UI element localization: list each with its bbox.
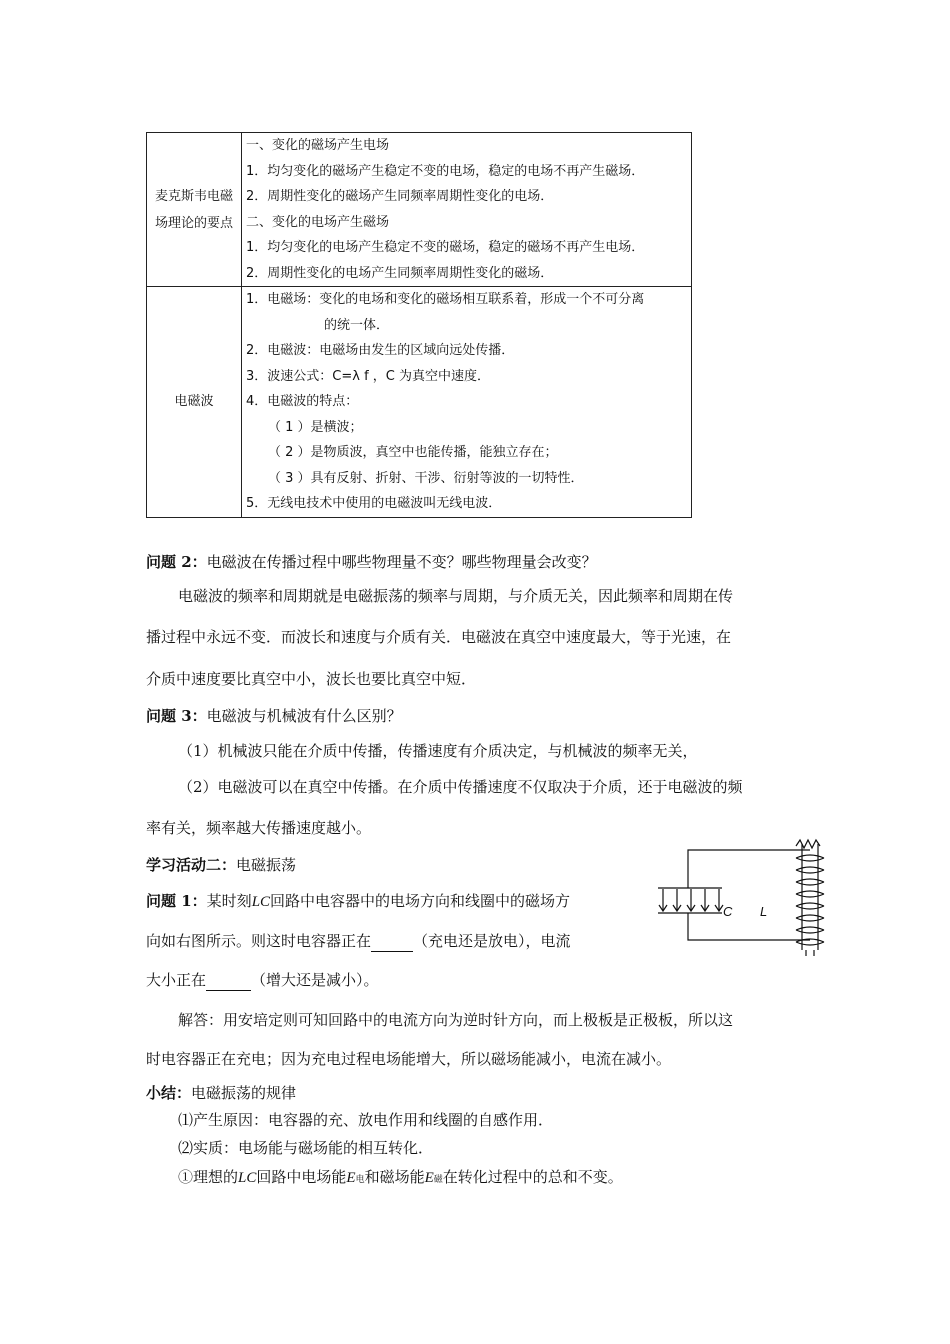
table-line: 3．波速公式：C=λ f ，C 为真空中速度． [246, 368, 490, 384]
question-line: 向如右图所示。则这时电容器正在 （充电还是放电），电流 [146, 932, 571, 950]
table-row [147, 287, 692, 518]
table-line: 1．均匀变化的电场产生稳定不变的磁场，稳定的磁场不再产生电场． [246, 240, 645, 255]
answer-line: 解答：用安培定则可知回路中的电流方向为逆时针方向，而上极板是正极板，所以这 [178, 1011, 734, 1029]
summary-point: ①理想的LC回路中电场能E电和磁场能E磁在转化过程中的总和不变。 [178, 1168, 623, 1186]
table-line: （ 2 ）是物质波，真空中也能传播，能独立存在； [268, 445, 558, 460]
answer-line: 率有关，频率越大传播速度越小。 [146, 819, 372, 837]
wire-bottom [688, 913, 810, 940]
answer-line: 电磁波的频率和周期就是电磁振荡的频率与周期，与介质无关，因此频率和周期在传 [178, 587, 734, 605]
maxwell-summary-table [146, 132, 692, 518]
question-label: 问题 2： [146, 553, 207, 571]
row-label-em-wave: 电磁波 [147, 287, 242, 518]
answer-line: （2）电磁波可以在真空中传播。在介质中传播速度不仅取决于介质，还于电磁波的频 [178, 778, 743, 796]
answer-blank[interactable] [206, 970, 251, 991]
row-content-maxwell [242, 133, 692, 287]
table-line: 1．均匀变化的磁场产生稳定不变的电场，稳定的电场不再产生磁场． [246, 163, 645, 179]
wire-top [688, 850, 810, 888]
question-3: 问题 3：电磁波与机械波有什么区别？ [146, 707, 402, 725]
table-line: 二、变化的电场产生磁场 [246, 214, 390, 230]
table-line: （ 1 ）是横波； [268, 419, 363, 435]
table-line: 5．无线电技术中使用的电磁波叫无线电波． [246, 496, 502, 511]
table-line: 1．电磁场：变化的电场和变化的磁场相互联系着，形成一个不可分离 [246, 292, 645, 307]
table-line: 2．周期性变化的磁场产生同频率周期性变化的电场． [246, 189, 554, 204]
answer-blank[interactable] [371, 931, 413, 952]
summary-point: ⑴产生原因：电容器的充、放电作用和线圈的自感作用． [178, 1111, 554, 1129]
question-label: 问题 1： [146, 892, 207, 910]
answer-line: （1）机械波只能在介质中传播，传播速度有介质决定，与机械波的频率无关， [178, 742, 698, 760]
table-line: 一、变化的磁场产生电场 [246, 138, 390, 153]
summary-point: ⑵实质：电场能与磁场能的相互转化． [178, 1139, 434, 1157]
row-label-maxwell: 麦克斯韦电磁 场理论的要点 [147, 133, 242, 287]
table-line: （ 3 ）具有反射、折射、干涉、衍射等波的一切特性． [268, 470, 584, 486]
table-line: 4．电磁波的特点： [246, 394, 359, 409]
capacitor-label: C [723, 904, 733, 919]
table-line: 的统一体． [324, 317, 390, 333]
table-line: 2．周期性变化的电场产生同频率周期性变化的磁场． [246, 265, 554, 281]
question-2: 问题 2：电磁波在传播过程中哪些物理量不变？哪些物理量会改变？ [146, 553, 597, 571]
answer-line: 时电容器正在充电；因为充电过程电场能增大，所以磁场能减小，电流在减小。 [146, 1050, 672, 1068]
table-row [147, 133, 692, 287]
question-1: 问题 1：某时刻LC回路中电容器中的电场方向和线圈中的磁场方 [146, 892, 571, 910]
lc-circuit-diagram [650, 838, 835, 958]
table-line: 2．电磁波：电磁场由发生的区域向远处传播． [246, 343, 515, 358]
activity-heading: 学习活动二：电磁振荡 [146, 856, 297, 874]
question-line: 大小正在 （增大还是减小）。 [146, 971, 379, 989]
inductor-label: L [760, 904, 768, 919]
summary-heading: 小结：电磁振荡的规律 [146, 1084, 297, 1102]
row-content-em-wave [242, 287, 692, 518]
question-label: 问题 3： [146, 707, 207, 725]
answer-line: 介质中速度要比真空中小，波长也要比真空中短． [146, 670, 477, 688]
answer-line: 播过程中永远不变．而波长和速度与介质有关．电磁波在真空中速度最大，等于光速，在 [146, 628, 732, 646]
